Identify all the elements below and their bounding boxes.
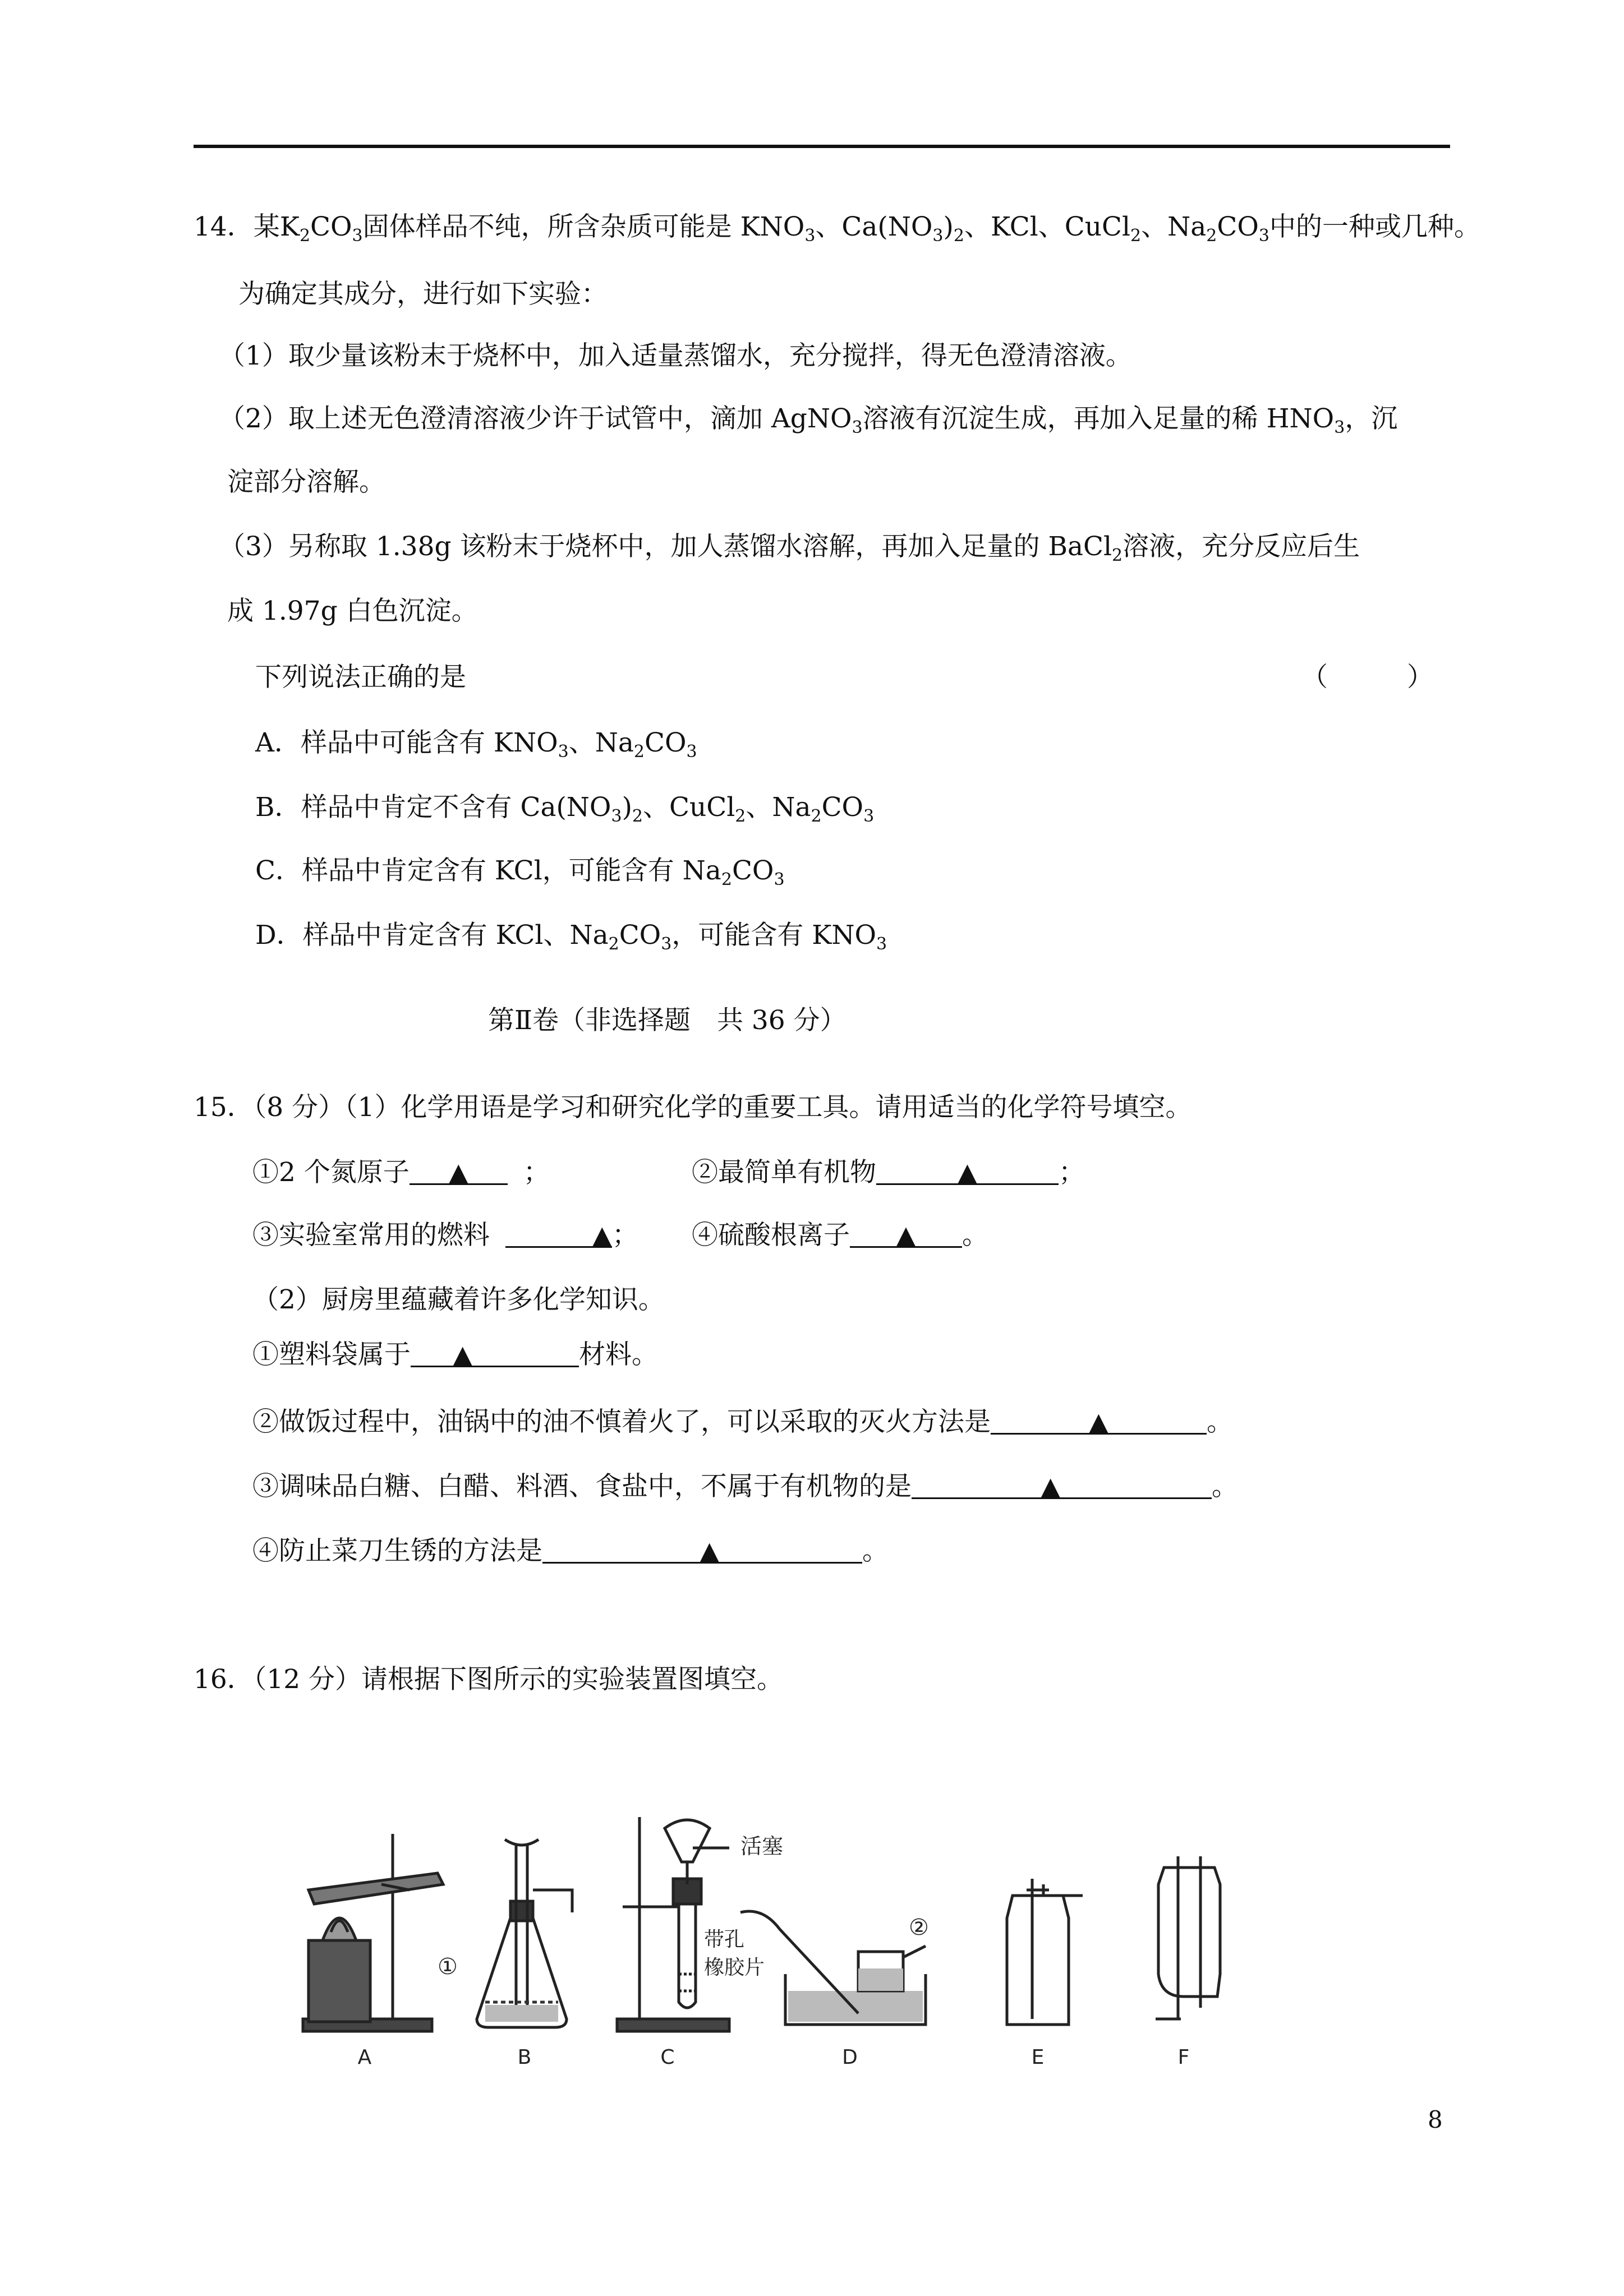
option-c: C．样品中肯定含有 KCl，可能含有 $Na_2CO_3$ bbox=[255, 855, 785, 889]
page-number: 8 bbox=[1428, 2106, 1443, 2133]
q15-item-4: ④硫酸根离子 ▲ 。 bbox=[692, 1218, 988, 1252]
section-2-title: 第Ⅱ卷（非选择题 共 36 分） bbox=[488, 1005, 846, 1036]
q15-stem: 15．（8 分）（1）化学用语是学习和研究化学的重要工具。请用适当的化学符号填空。 bbox=[194, 1092, 1192, 1123]
q15-part-2-item-1: ①塑料袋属于 ▲ 材料。 bbox=[252, 1338, 658, 1372]
q14-step-2: （2）取上述无色澄清溶液少许于试管中，滴加 AgNO$_3$溶液有沉淀生成，再加入足量的稀 $HNO_3$，沉 bbox=[219, 403, 1398, 437]
q15-item-3: ③实验室常用的燃料 ▲； bbox=[252, 1218, 638, 1252]
answer-blank[interactable]: ▲ bbox=[912, 1469, 1212, 1499]
q15-part-2-item-2: ②做饭过程中，油锅中的油不慎着火了，可以采取的灭火方法是 ▲ 。 bbox=[252, 1405, 1233, 1439]
fig-label-d: D bbox=[842, 2046, 858, 2069]
apparatus-d bbox=[740, 1911, 926, 2025]
q15-item-1: ①2 个氮原子 ▲ ； bbox=[252, 1155, 550, 1190]
apparatus-a bbox=[303, 1834, 443, 2031]
label-circled-1: ① bbox=[438, 1954, 458, 1980]
fig-label-e: E bbox=[1031, 2046, 1045, 2069]
apparatus-e bbox=[1007, 1879, 1083, 2025]
fig-label-c: C bbox=[660, 2046, 675, 2069]
answer-blank[interactable]: ▲ bbox=[542, 1534, 862, 1564]
answer-blank[interactable]: ▲ bbox=[411, 1338, 579, 1367]
q14-step-3-cont: 成 1.97g 白色沉淀。 bbox=[227, 596, 478, 626]
label-rubber-1: 带孔 bbox=[704, 1928, 745, 1951]
label-rubber-2: 橡胶片 bbox=[704, 1956, 765, 1979]
q14-step-2-cont: 淀部分溶解。 bbox=[227, 467, 385, 497]
q14-stem: 14．某$K_2CO_3$固体样品不纯，所含杂质可能是 $KNO_3$、$Ca(NO_3)_2$、KCl、CuCl$_2$、$Na_2CO_3$中的一种或几种。 bbox=[194, 211, 1480, 246]
apparatus-f bbox=[1156, 1856, 1220, 2019]
label-valve: 活塞 bbox=[740, 1834, 784, 1859]
answer-blank[interactable]: ▲ bbox=[876, 1155, 1059, 1185]
q15-part-2-item-4: ④防止菜刀生锈的方法是 ▲ 。 bbox=[252, 1534, 889, 1568]
fig-label-b: B bbox=[517, 2046, 532, 2069]
answer-blank[interactable]: ▲ bbox=[850, 1218, 962, 1248]
q16-stem: 16．（12 分）请根据下图所示的实验装置图填空。 bbox=[194, 1664, 784, 1695]
q14-step-1: （1）取少量该粉末于烧杯中，加入适量蒸馏水，充分搅拌，得无色澄清溶液。 bbox=[219, 340, 1132, 371]
q14-intro: 为确定其成分，进行如下实验： bbox=[238, 279, 608, 310]
option-b: B．样品中肯定不含有 $Ca(NO_3)_2$、CuCl$_2$、$Na_2CO_3$ bbox=[255, 792, 875, 826]
fig-label-a: A bbox=[357, 2046, 372, 2069]
option-a: A．样品中可能含有 $KNO_3$、$Na_2CO_3$ bbox=[255, 727, 697, 762]
answer-blank[interactable]: ▲ bbox=[410, 1155, 508, 1185]
apparatus-c bbox=[617, 1817, 729, 2031]
option-d: D．样品中肯定含有 KCl、$Na_2CO_3$，可能含有 $KNO_3$ bbox=[255, 920, 887, 954]
header-rule bbox=[194, 145, 1450, 148]
apparatus-b bbox=[477, 1839, 572, 2027]
label-circled-2: ② bbox=[909, 1915, 929, 1940]
fig-label-f: F bbox=[1177, 2046, 1190, 2069]
q15-item-2: ②最简单有机物 ▲ ； bbox=[692, 1155, 1085, 1190]
answer-blank[interactable]: ▲ bbox=[991, 1405, 1207, 1435]
q15-part-2-item-3: ③调味品白糖、白醋、料酒、食盐中，不属于有机物的是 ▲ 。 bbox=[252, 1469, 1238, 1504]
q15-part-2: （2）厨房里蕴藏着许多化学知识。 bbox=[252, 1284, 665, 1315]
apparatus-figure bbox=[292, 1806, 1290, 2075]
q14-step-3: （3）另称取 1.38g 该粉末于烧杯中，加人蒸馏水溶解，再加入足量的 BaCl$_2$溶液，充分反应后生 bbox=[219, 531, 1360, 565]
answer-blank[interactable]: ▲ bbox=[505, 1218, 612, 1248]
q14-question: 下列说法正确的是 bbox=[255, 662, 466, 693]
answer-paren: （ ） bbox=[1301, 662, 1433, 693]
